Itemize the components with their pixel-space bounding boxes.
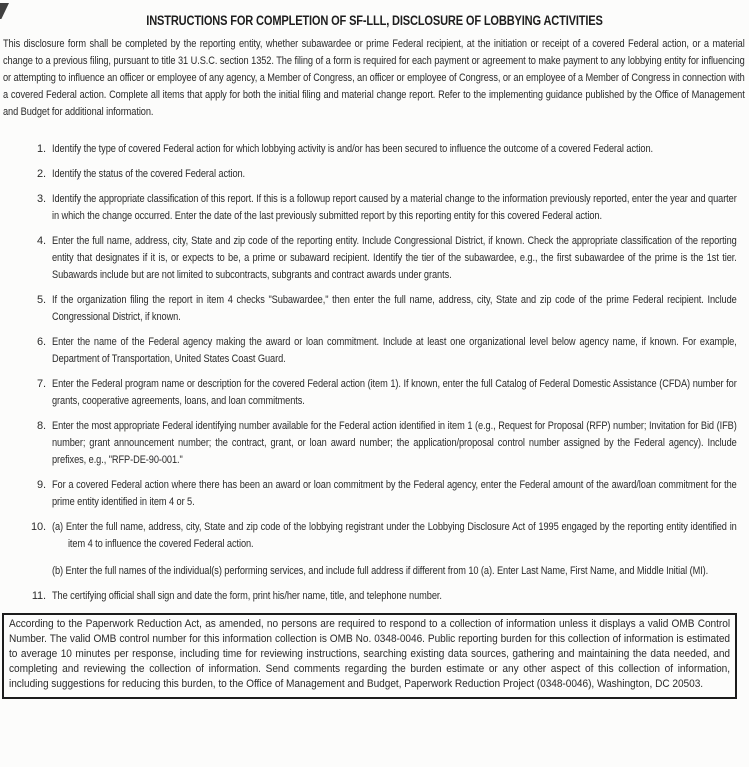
instruction-item-3 bbox=[26, 191, 737, 225]
instruction-item-4 bbox=[26, 233, 737, 284]
paperwork-reduction-notice bbox=[2, 613, 737, 699]
item-number: 8. bbox=[37, 420, 46, 432]
item-number: 4. bbox=[37, 235, 46, 247]
instruction-item-8 bbox=[26, 418, 737, 469]
intro-paragraph bbox=[3, 36, 745, 121]
instruction-item-5 bbox=[26, 292, 737, 326]
scan-corner-artifact bbox=[0, 3, 9, 19]
instruction-list bbox=[26, 141, 737, 605]
page-title: INSTRUCTIONS FOR COMPLETION OF SF-LLL, DISCLOSURE OF LOBBYING ACTIVITIES bbox=[146, 13, 603, 28]
intro-text: This disclosure form shall be completed by the reporting entity, whether subawardee or prime Federal recipient, at the initiation or receipt of a covered Federal action, or a material change to a previous filing, pursuant to title 31 U.S.C. section 1352. The filing of a form is required for each payment or agreement to make payment to any lobbying entity for influencing or attempting to influence an officer or employee of any agency, a Member of Congress, an officer or employee of Congress, or an employee of a Member of Congress in connection with a covered Federal action. Complete all items that apply for both the initial filing and material change report. Refer to the implementing guidance published by the Office of Management and Budget for additional information. bbox=[3, 38, 745, 118]
item-text: For a covered Federal action where there has been an award or loan commitment by the Federal agency, enter the Federal amount of the award/loan commitment for the prime entity identified in item 4 or 5. bbox=[52, 479, 737, 508]
item-text-part-a: (a) Enter the full name, address, city, State and zip code of the lobbying registrant under the Lobbying Disclosure Act of 1995 engaged by the reporting entity identified in item 4 to influence the covered Federal action. bbox=[52, 521, 737, 550]
instruction-item-7 bbox=[26, 376, 737, 410]
instruction-item-11 bbox=[26, 588, 737, 605]
item-number: 11. bbox=[31, 590, 46, 602]
item-text-part-b: (b) Enter the full names of the individual(s) performing services, and include full address if different from 10 (a). Enter Last Name, First Name, and Middle Initial (MI). bbox=[52, 565, 709, 577]
notice-text: According to the Paperwork Reduction Act, as amended, no persons are required to respond to a collection of information unless it displays a valid OMB Control Number. The valid OMB control number for this information collection is OMB No. 0348-0046. Public reporting burden for this collection of information is estimated to average 10 minutes per response, including time for reviewing instructions, searching existing data sources, gathering and maintaining the data needed, and completing and reviewing the collection of information. Send comments regarding the burden estimate or any other aspect of this collection of information, including suggestions for reducing this burden, to the Office of Management and Budget, Paperwork Reduction Project (0348-0046), Washington, DC 20503. bbox=[9, 618, 731, 690]
instruction-item-9 bbox=[26, 477, 737, 511]
item-text: Identify the appropriate classification of this report. If this is a followup report caused by a material change to the information previously reported, enter the year and quarter in which the change occurred. Enter the date of the last previously submitted report by this reporting entity for this covered Federal action. bbox=[52, 193, 737, 222]
item-text: Identify the status of the covered Federal action. bbox=[52, 168, 246, 180]
item-text: If the organization filing the report in item 4 checks "Subawardee," then enter the full name, address, city, State and zip code of the prime Federal recipient. Include Congressional District, if known. bbox=[52, 294, 737, 323]
item-text: Enter the most appropriate Federal identifying number available for the Federal action identified in item 1 (e.g., Request for Proposal (RFP) number; Invitation for Bid (IFB) number; grant announcement number; the contract, grant, or loan award number; the application/proposal control number assigned by the Federal agency). Include prefixes, e.g., "RFP-DE-90-001." bbox=[52, 420, 737, 466]
item-number: 5. bbox=[37, 294, 46, 306]
instruction-item-2 bbox=[26, 166, 737, 183]
item-number: 6. bbox=[37, 336, 46, 348]
item-number: 1. bbox=[37, 143, 46, 155]
item-number: 9. bbox=[37, 479, 46, 491]
item-number: 3. bbox=[37, 193, 46, 205]
item-number: 2. bbox=[37, 168, 46, 180]
instruction-item-6 bbox=[26, 334, 737, 368]
instruction-item-10 bbox=[26, 519, 737, 580]
item-text: Enter the name of the Federal agency making the award or loan commitment. Include at least one organizational level below agency name, if known. For example, Department of Transportation, United States Coast Guard. bbox=[52, 336, 737, 365]
item-text: The certifying official shall sign and date the form, print his/her name, title, and telephone number. bbox=[52, 590, 442, 602]
item-text: Enter the full name, address, city, State and zip code of the reporting entity. Include Congressional District, if known. Check the appropriate classification of the reporting entity that designates if it is, or expects to be, a prime or subaward recipient. Identify the tier of the subawardee, e.g., the first subawardee of the prime is the 1st tier. Subawards include but are not limited to subcontracts, subgrants and contract awards under grants. bbox=[52, 235, 737, 281]
item-number: 7. bbox=[37, 378, 46, 390]
item-number: 10. bbox=[31, 521, 46, 533]
item-text: Enter the Federal program name or description for the covered Federal action (item 1). If known, enter the full Catalog of Federal Domestic Assistance (CFDA) number for grants, cooperative agreements, loans, and loan commitments. bbox=[52, 378, 737, 407]
instruction-item-1 bbox=[26, 141, 737, 158]
item-text: Identify the type of covered Federal action for which lobbying activity is and/or has been secured to influence the outcome of a covered Federal action. bbox=[52, 143, 654, 155]
